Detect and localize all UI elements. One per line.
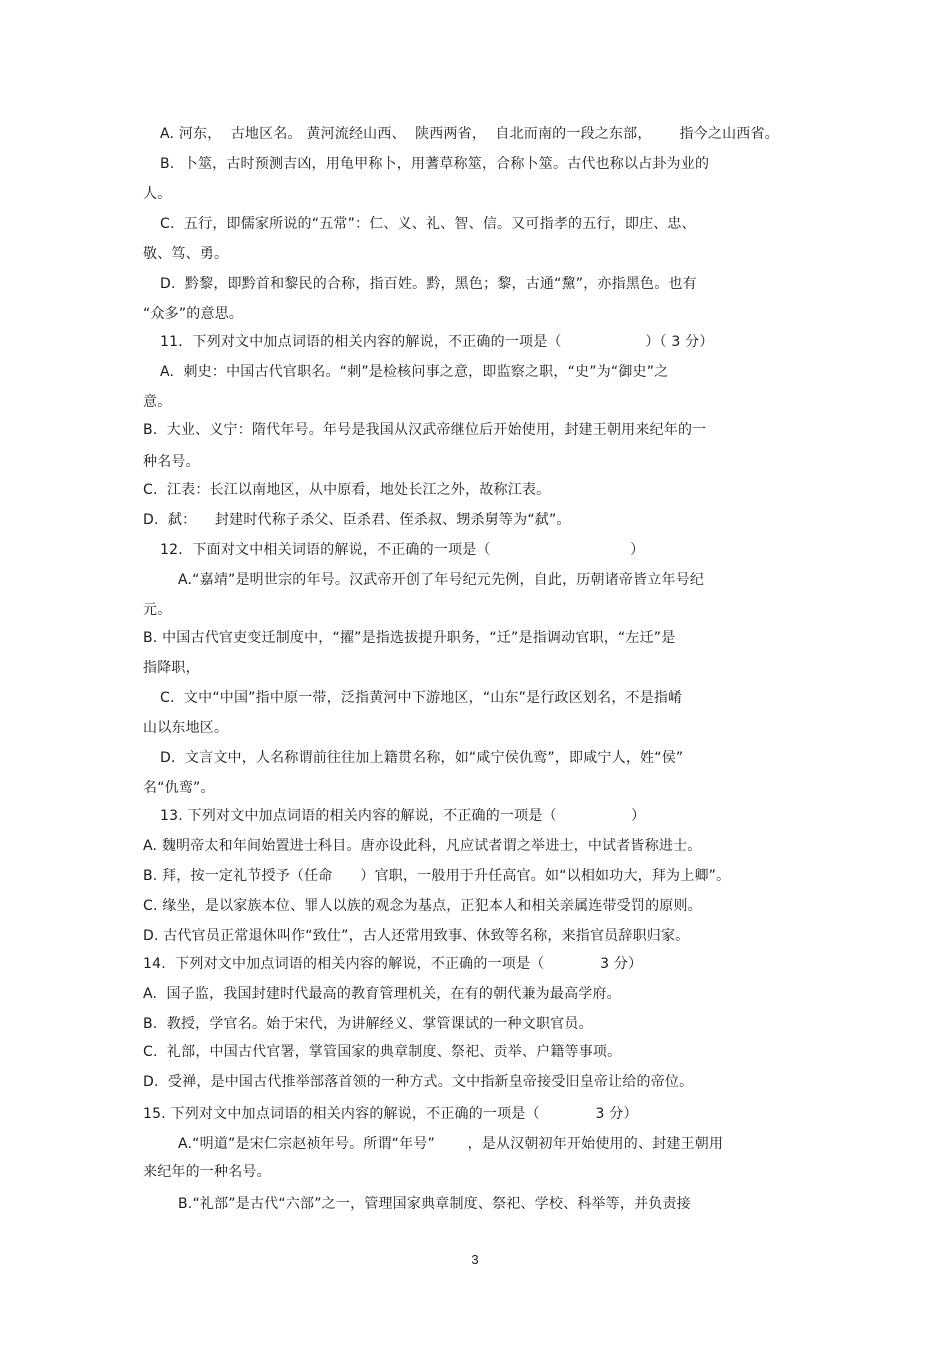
- text-line: 元。: [143, 602, 172, 618]
- text-line: A. 刺史：中国古代官职名。“刺”是检核问事之意，即监察之职，“史”为“御史”之: [160, 364, 669, 380]
- text-line: 14. 下列对文中加点词语的相关内容的解说，不正确的一项是（ 3 分）: [143, 956, 643, 972]
- text-line: B. 中国古代官吏变迁制度中，“擢”是指选拔提升职务，“迁”是指调动官职，“左迁”是: [143, 630, 676, 646]
- text-line: B. 卜筮，古时预测吉凶，用龟甲称卜，用蓍草称筮，合称卜筮。古代也称以占卦为业的: [160, 156, 710, 172]
- text-line: A. 魏明帝太和年间始置进士科目。唐亦设此科，凡应试者谓之举进士，中试者皆称进士。: [143, 838, 702, 854]
- text-line: B. 拜，按一定礼节授予（任命 ）官职，一般用于升任高官。如“以相如功大，拜为上卿”。: [143, 868, 731, 884]
- text-line: A. 国子监，我国封建时代最高的教育管理机关，在有的朝代兼为最高学府。: [143, 986, 621, 1002]
- text-line: A.“嘉靖”是明世宗的年号。汉武帝开创了年号纪元先例，自此，历朝诸帝皆立年号纪: [178, 572, 705, 588]
- text-line: D. 古代官员正常退休叫作“致仕”，古人还常用致事、休致等名称，来指官员辞职归家。: [143, 928, 690, 944]
- text-line: 12．下面对文中相关词语的解说，不正确的一项是（ ）: [160, 542, 645, 558]
- text-line: D. 弑： 封建时代称子杀父、臣杀君、侄杀叔、甥杀舅等为“弑”。: [143, 512, 571, 528]
- text-line: C. 江表：长江以南地区，从中原看，地处长江之外，故称江表。: [143, 482, 551, 498]
- text-line: C. 五行，即儒家所说的“五常”：仁、义、礼、智、信。又可指孝的五行，即庄、忠、: [160, 216, 696, 232]
- text-line: 15. 下列对文中加点词语的相关内容的解说，不正确的一项是（ 3 分）: [143, 1106, 638, 1122]
- text-line: A.“明道”是宋仁宗赵祯年号。所谓“年号” ，是从汉朝初年开始使用的、封建王朝用: [178, 1136, 724, 1152]
- text-line: “众多”的意思。: [143, 306, 244, 322]
- text-line: D. 受禅，是中国古代推举部落首领的一种方式。文中指新皇帝接受旧皇帝让给的帝位。: [143, 1074, 694, 1090]
- text-line: A. 河东， 古地区名。 黄河流经山西、 陕西两省， 自北而南的一段之东部， 指今之山西省。: [160, 126, 779, 142]
- page-number: 3: [471, 1252, 479, 1267]
- text-line: D. 黔黎，即黔首和黎民的合称，指百姓。黔，黑色；黎，古通“黧”，亦指黑色。也有: [160, 276, 697, 292]
- text-line: 意。: [143, 394, 172, 410]
- text-line: 敬、笃、勇。: [143, 246, 229, 262]
- text-line: B. 大业、义宁：隋代年号。年号是我国从汉武帝继位后开始使用，封建王朝用来纪年的一: [143, 422, 707, 438]
- text-line: 人。: [143, 186, 172, 202]
- text-line: 名“仇鸾”。: [143, 780, 215, 796]
- text-line: C. 文中“中国”指中原一带，泛指黄河中下游地区，“山东”是行政区划名，不是指崤: [160, 690, 683, 706]
- text-line: 山以东地区。: [143, 720, 229, 736]
- text-line: 指降职，: [143, 660, 200, 676]
- text-line: D. 文言文中，人名称谓前往往加上籍贯名称，如“咸宁侯仇鸾”，即咸宁人，姓“侯”: [160, 750, 684, 766]
- text-line: 13. 下列对文中加点词语的相关内容的解说，不正确的一项是（ ）: [160, 808, 646, 824]
- text-line: C. 缘坐，是以家族本位、罪人以族的观念为基点，正犯本人和相关亲属连带受罚的原则。: [143, 898, 702, 914]
- text-line: B.“礼部”是古代“六部”之一，管理国家典章制度、祭祀、学校、科举等，并负责接: [178, 1196, 691, 1212]
- text-line: 11．下列对文中加点词语的相关内容的解说，不正确的一项是（ ）（ 3 分）: [160, 334, 714, 350]
- text-line: B. 教授，学官名。始于宋代，为讲解经义、掌管课试的一种文职官员。: [143, 1016, 593, 1032]
- text-line: 来纪年的一种名号。: [143, 1164, 271, 1180]
- text-line: C. 礼部，中国古代官署，掌管国家的典章制度、祭祀、贡举、户籍等事项。: [143, 1044, 622, 1060]
- text-line: 种名号。: [143, 454, 200, 470]
